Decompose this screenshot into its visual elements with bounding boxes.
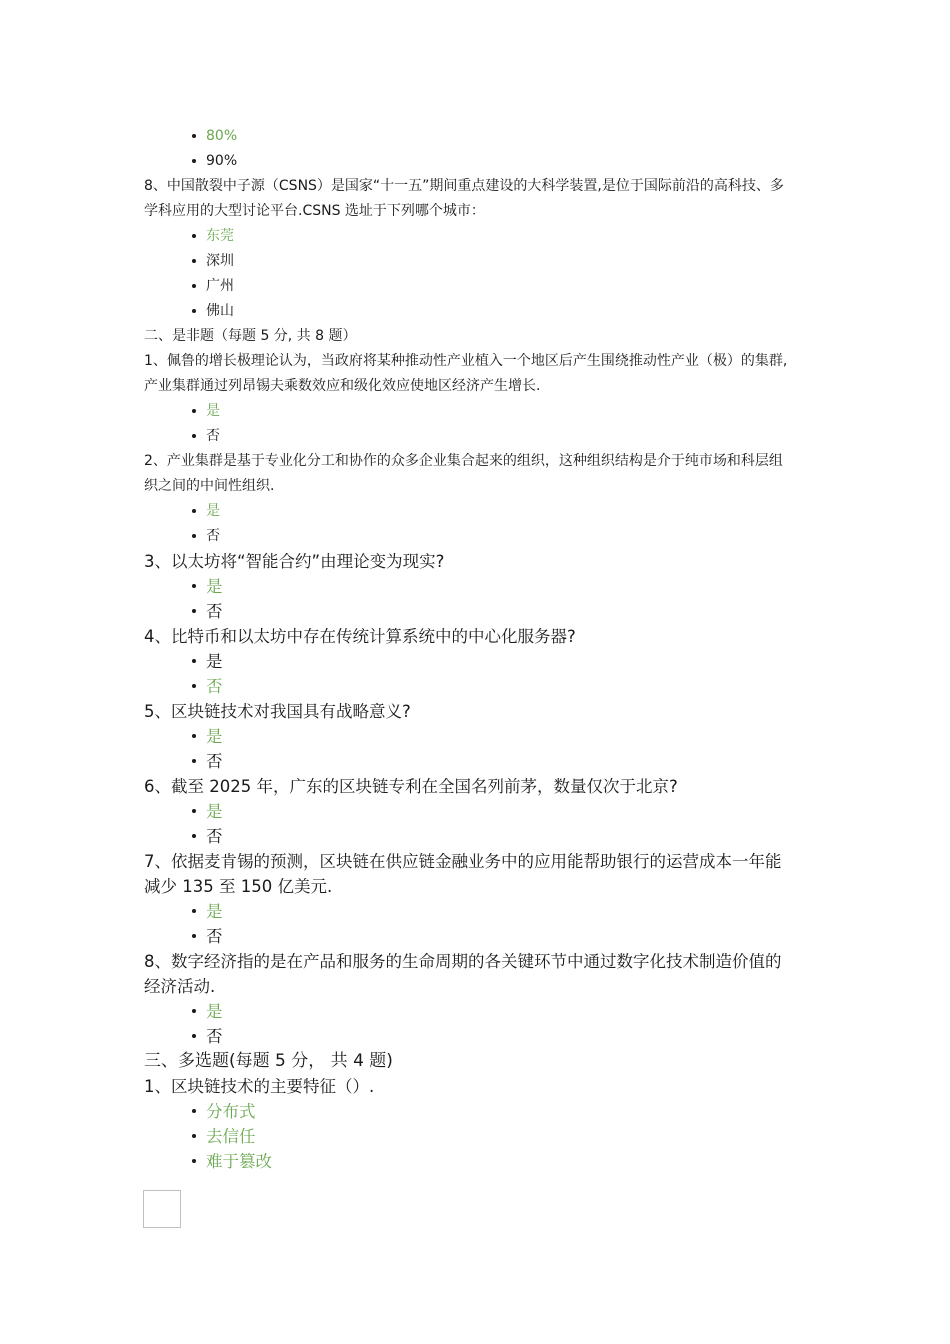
- question-text: 5、区块链技术对我国具有战略意义?: [144, 702, 411, 721]
- question-text: 8、数字经济指的是在产品和服务的生命周期的各关键环节中通过数字化技术制造价值的: [144, 952, 782, 971]
- option-item: 否: [192, 524, 809, 549]
- option-item: 否: [192, 824, 809, 849]
- question-text: 1、佩鲁的增长极理论认为，当政府将某种推动性产业植入一个地区后产生围绕推动性产业（极）的集群,: [144, 353, 788, 369]
- option-item: 否: [192, 1024, 809, 1049]
- option-item: 否: [192, 924, 809, 949]
- option-item: 佛山: [192, 299, 809, 324]
- section-title-true-false: 二、是非题（每题 5 分, 共 8 题）: [144, 328, 357, 344]
- option-list: [144, 1099, 809, 1174]
- option-item: 是: [192, 399, 809, 424]
- option-item: 否: [192, 424, 809, 449]
- question-text: 经济活动.: [144, 977, 216, 996]
- question-text: 学科应用的大型讨论平台.CSNS 选址于下列哪个城市：: [144, 203, 485, 219]
- option-item: 是: [192, 724, 809, 749]
- question-text: 2、产业集群是基于专业化分工和协作的众多企业集合起来的组织，这种组织结构是介于纯市场和科层组: [144, 453, 783, 469]
- option-item: 80%: [192, 124, 809, 149]
- option-item: 难于篡改: [192, 1149, 809, 1174]
- option-list: [144, 399, 809, 449]
- question-text: 减少 135 至 150 亿美元.: [144, 877, 333, 896]
- option-item: 是: [192, 499, 809, 524]
- option-item: 广州: [192, 274, 809, 299]
- tf-question-2: [144, 449, 809, 549]
- tf-question-3: [144, 549, 809, 624]
- tf-question-1: [144, 349, 809, 449]
- document-content: [144, 124, 809, 1174]
- option-list: [144, 899, 809, 949]
- option-item: 是: [192, 649, 809, 674]
- option-list: [144, 799, 809, 849]
- option-list: [144, 224, 809, 324]
- section-title-multiple-choice: 三、多选题(每题 5 分， 共 4 题): [144, 1051, 393, 1071]
- option-list: [144, 999, 809, 1049]
- option-item: 是: [192, 799, 809, 824]
- option-item: 90%: [192, 149, 809, 174]
- option-list: [144, 574, 809, 624]
- option-item: 是: [192, 899, 809, 924]
- option-list: [144, 649, 809, 699]
- option-item: 东莞: [192, 224, 809, 249]
- option-item: 是: [192, 999, 809, 1024]
- question-text: 4、比特币和以太坊中存在传统计算系统中的中心化服务器?: [144, 627, 576, 646]
- mc-question-8: [144, 174, 809, 324]
- option-item: 否: [192, 674, 809, 699]
- option-list: [144, 724, 809, 774]
- option-item: 否: [192, 599, 809, 624]
- option-item: 否: [192, 749, 809, 774]
- tf-question-8: [144, 949, 809, 1049]
- question-text: 6、截至 2025 年，广东的区块链专利在全国名列前茅，数量仅次于北京?: [144, 777, 678, 796]
- option-item: 去信任: [192, 1124, 809, 1149]
- option-item: 是: [192, 574, 809, 599]
- question-text: 产业集群通过列昂锡夫乘数效应和级化效应使地区经济产生增长.: [144, 378, 541, 394]
- tf-question-4: [144, 624, 809, 699]
- option-item: 深圳: [192, 249, 809, 274]
- tf-question-5: [144, 699, 809, 774]
- option-item: 分布式: [192, 1099, 809, 1124]
- tf-question-7: [144, 849, 809, 949]
- question-text: 织之间的中间性组织.: [144, 478, 275, 494]
- question-text: 8、中国散裂中子源（CSNS）是国家“十一五”期间重点建设的大科学装置,是位于国际前沿的高科技、多: [144, 178, 784, 194]
- tf-question-6: [144, 774, 809, 849]
- ms-question-1: [144, 1074, 809, 1174]
- question-text: 1、区块链技术的主要特征（）.: [144, 1077, 375, 1096]
- question-text: 7、依据麦肯锡的预测，区块链在供应链金融业务中的应用能帮助银行的运营成本一年能: [144, 852, 782, 871]
- question-text: 3、以太坊将“智能合约”由理论变为现实?: [144, 552, 445, 571]
- prev-question-options: [144, 124, 809, 174]
- option-list: [144, 499, 809, 549]
- page-marker-box: [143, 1190, 181, 1228]
